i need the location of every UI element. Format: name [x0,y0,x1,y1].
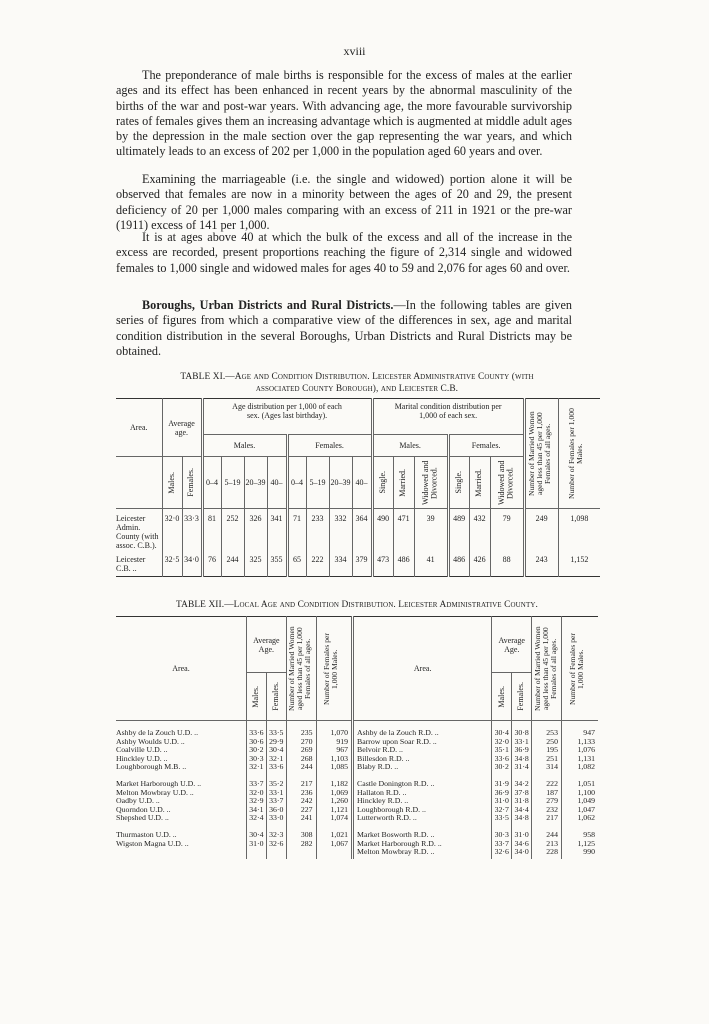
t11-header-marital-females: Females. [448,435,524,457]
cell-value: 222 [546,778,558,788]
cell-value: 33·5 [269,728,284,737]
area-name: Market Harborough U.D. .. [116,778,202,788]
cell-value: 326 [244,509,267,551]
area-name: Hallaton R.D. .. [357,787,407,797]
paragraph-3-text: It is at ages above 40 at which the bulk of the excess and all of the increase in the excess are recorded, present proportions reaching the figure of 2,314 single and widowed females to 1,000 single and widowed males for ages 40 to 59 and 2,076 for ages 60 and over. [116,230,572,275]
area-name: Belvoir R.D. .. [357,745,403,755]
cell-value: 33·1 [269,787,284,797]
cell-value: 33·6 [249,728,264,737]
cell-value: 252 [221,509,244,551]
t12-header-females-per-left: Number of Females per 1,000 Males. [316,617,352,721]
cell-value: 486 [393,550,414,576]
t11-header-females: Females. [287,435,372,457]
cell-value: 1,131 [577,753,595,763]
cell-value: 1,082 [577,762,595,772]
cell-value: 1,152 [558,550,600,576]
cell-value: 195 [546,745,558,755]
cell-value: 268 [300,753,313,763]
cell-value: 355 [267,550,287,576]
cell-value: 270 [300,736,313,746]
cell-value: 65 [287,550,306,576]
cell-value: 31·0 [514,829,529,839]
cell-value: 33·1 [514,736,529,746]
t12-col-males-right: Males. [492,673,512,721]
area-name: Blaby R.D. .. [357,762,399,772]
cell-value: 32·0 [249,787,264,797]
cell-value: 30·8 [514,728,529,737]
t11-header-average-age: Average age. [162,399,202,457]
cell-value: 33·7 [269,796,284,806]
cell-value: 489 [448,509,469,551]
value-list [246,825,266,859]
area-name: Lutterworth R.D. .. [357,813,417,823]
cell-value: 32·6 [494,847,509,857]
value-list [316,774,352,825]
table-row [116,509,600,551]
cell-value: 947 [583,728,595,737]
cell-value: 39 [414,509,448,551]
cell-value: 32·3 [269,829,284,839]
cell-value: 1,182 [330,778,349,788]
cell-value: 29·9 [269,736,284,746]
t11-header-married-women: Number of Married Women aged less than 45 per 1,000 Females of all ages. [524,399,558,509]
value-list [286,774,316,825]
t11-col-m-5-19: 5–19 [221,457,244,509]
t11-col-m-married: Married. [393,457,414,509]
cell-value: 33·6 [494,753,509,763]
cell-value: 30·2 [494,762,509,772]
area-name: Coalville U.D. .. [116,745,168,755]
cell-value: 30·4 [249,829,264,839]
cell-value: 71 [287,509,306,551]
t11-header-marital-males: Males. [372,435,448,457]
boroughs-text: —In the following tables are given series of figures from which a comparative view of the differences in sex, age and marital condition distribution in the several Boroughs, Urban Districts and Rural Districts may be obtained. [116,298,572,358]
t11-col-m-widowed: Widowed and Divorced. [414,457,448,509]
cell-value: 233 [306,509,329,551]
area-name: Market Bosworth R.D. .. [357,829,435,839]
t11-col-f-married: Married. [469,457,490,509]
cell-value: 253 [546,728,558,737]
cell-value: 308 [300,829,313,839]
cell-value: 32·5 [162,550,182,576]
t12-header-females-per-right: Number of Females per 1,000 Males. [561,617,598,721]
cell-value: 919 [336,736,349,746]
cell-value: 251 [546,753,558,763]
cell-value: 1,098 [558,509,600,551]
area-name: Quorndon U.D. .. [116,804,171,814]
page-number: xviii [343,44,366,58]
cell-value: 473 [372,550,393,576]
cell-value: 334 [329,550,352,576]
cell-value: 32·0 [162,509,182,551]
cell-value: 88 [490,550,524,576]
cell-value: 32·7 [494,804,509,814]
value-list [246,774,266,825]
value-list [286,721,316,774]
cell-value: 36·9 [514,745,529,755]
cell-value: 217 [300,778,313,788]
table-row-group [116,774,598,825]
t11-col-avg-males: Males. [162,457,182,509]
paragraph-3 [116,230,572,276]
value-list [266,721,286,774]
t12-col-females-right: Females. [512,673,532,721]
area-list [353,825,492,859]
cell-value: 187 [546,787,558,797]
paragraph-1 [116,68,572,160]
cell-value: 81 [202,509,221,551]
cell-value: 33·3 [182,509,202,551]
value-list [492,825,512,859]
cell-value: 30·3 [249,753,264,763]
table12-caption: TABLE XII.—Local Age and Condition Distribution. Leicester Administrative County. [176,600,538,610]
cell-value: 1,051 [577,778,595,788]
t11-header-age-distribution: Age distribution per 1,000 of each sex. (Ages last birthday). [202,399,372,435]
cell-value: 1,021 [330,829,349,839]
cell-value: 250 [546,736,558,746]
t12-col-females-left: Females. [266,673,286,721]
area-name: Hinckley R.D. .. [357,796,409,806]
cell-value: 31·4 [514,762,529,772]
cell-value: 244 [546,829,558,839]
cell-value: 325 [244,550,267,576]
cell-value: 32·0 [494,736,509,746]
table-row-group [116,825,598,859]
value-list [316,721,352,774]
t12-header-married-women-left: Number of Married Women aged less than 45 per 1,000 Females of all ages. [286,617,316,721]
cell-value: 432 [469,509,490,551]
cell-value: 34·8 [514,813,529,823]
t11-header-area: Area. [116,399,162,457]
area-name: Ashby de la Zouch R.D. .. [357,728,439,737]
cell-value: 1,100 [577,787,595,797]
cell-value: 244 [300,762,313,772]
t11-col-m-20-39: 20–39 [244,457,267,509]
cell-value: 486 [448,550,469,576]
cell-value: 471 [393,509,414,551]
area-name: Billesdon R.D. .. [357,753,410,763]
cell-value: 34·6 [514,838,529,848]
table-local-age-condition [116,616,598,859]
cell-value: 1,103 [330,753,349,763]
cell-value: 341 [267,509,287,551]
area-name: Barrow upon Soar R.D. .. [357,736,437,746]
cell-value: 1,260 [330,796,349,806]
cell-value: 967 [336,745,349,755]
paragraph-1-text: The preponderance of male births is responsible for the excess of males at the earlier ages and its effect has been enhanced in recent years by the abnormal masculinity of the births of the war and post-war years. With advancing age, the more favourable survivorship rates of females gives them an increasing advantage which is augmented at middle adult ages by the depression in the male section over the gap representing the war years, and which ultimately leads to an excess of 202 per 1,000 in the population aged 60 years and over. [116,68,572,159]
value-list [512,825,532,859]
value-list [512,721,532,774]
cell-value: 34·1 [249,804,264,814]
t11-col-m-0-4: 0–4 [202,457,221,509]
cell-value: 314 [546,762,558,772]
area-name: Wigston Magna U.D. .. [116,838,189,848]
value-list [561,721,598,774]
cell-value: 32·9 [249,796,264,806]
value-list [492,721,512,774]
cell-value: 34·8 [514,753,529,763]
cell-value: 33·5 [494,813,509,823]
value-list [246,721,266,774]
cell-value: 34·0 [182,550,202,576]
cell-value: 244 [221,550,244,576]
area-list [116,825,246,859]
area-name: Thurmaston U.D. .. [116,829,177,839]
area-name: Castle Donington R.D. .. [357,778,435,788]
cell-value: 31·9 [494,778,509,788]
t12-header-area-right: Area. [353,617,492,721]
table11-caption-line1: TABLE XI.—Age and Condition Distribution. Leicester Administrative County (with [180,372,534,382]
value-list [492,774,512,825]
cell-value: 79 [490,509,524,551]
area-name: Loughborough M.B. .. [116,762,187,772]
value-list [286,825,316,859]
area-list [116,774,246,825]
area-name: Oadby U.D. .. [116,796,160,806]
cell-value: 1,062 [577,813,595,823]
area-name: Loughborough R.D. .. [357,804,426,814]
cell-value: 1,074 [330,813,349,823]
row-area-label: Leicester C.B. .. [116,555,146,573]
cell-value: 232 [546,804,558,814]
cell-value: 1,049 [577,796,595,806]
cell-value: 31·0 [494,796,509,806]
table-row-group [116,721,598,774]
cell-value: 35·1 [494,745,509,755]
paragraph-2-text: Examining the marriageable (i.e. the single and widowed) portion alone it will be observed that females are now in a minority between the ages of 20 and 29, the present deficiency of 20 per 1,000 males comparing with an excess of 211 in 1921 or the pre-war (1911) excess of 141 per 1,000. [116,172,572,232]
paragraph-2 [116,172,572,233]
cell-value: 236 [300,787,313,797]
cell-value: 227 [300,804,313,814]
cell-value: 32·6 [269,838,284,848]
value-list [561,825,598,859]
t11-col-f-widowed: Widowed and Divorced. [490,457,524,509]
cell-value: 1,125 [577,838,595,848]
cell-value: 426 [469,550,490,576]
value-list [561,774,598,825]
cell-value: 1,133 [577,736,595,746]
area-name: Shepshed U.D. .. [116,813,169,823]
cell-value: 222 [306,550,329,576]
t11-header-females-per-males: Number of Females per 1,000 Males. [558,399,600,509]
cell-value: 1,047 [577,804,595,814]
cell-value: 379 [352,550,372,576]
t11-col-f-5-19: 5–19 [306,457,329,509]
cell-value: 282 [300,838,313,848]
cell-value: 30·2 [249,745,264,755]
value-list [266,774,286,825]
cell-value: 41 [414,550,448,576]
cell-value: 30·4 [269,745,284,755]
area-name: Market Harborough R.D. .. [357,838,442,848]
cell-value: 228 [546,847,558,857]
boroughs-heading: Boroughs, Urban Districts and Rural Districts. [142,298,394,312]
cell-value: 36·9 [494,787,509,797]
value-list [316,825,352,859]
t12-header-average-age-left: Average Age. [246,617,286,673]
t11-header-marital-condition: Marital condition distribution per 1,000 of each sex. [372,399,524,435]
cell-value: 1,069 [330,787,349,797]
area-list [353,774,492,825]
t11-col-m-40: 40– [267,457,287,509]
cell-value: 269 [300,745,313,755]
t12-header-area-left: Area. [116,617,246,721]
table-age-condition-distribution [116,398,600,577]
cell-value: 34·0 [514,847,529,857]
cell-value: 241 [300,813,313,823]
cell-value: 30·3 [494,829,509,839]
cell-value: 243 [524,550,558,576]
cell-value: 1,070 [330,728,349,737]
value-list [266,825,286,859]
cell-value: 235 [300,728,313,737]
area-list [353,721,492,774]
cell-value: 34·4 [514,804,529,814]
cell-value: 958 [583,829,595,839]
value-list [512,774,532,825]
paragraph-boroughs [116,298,572,359]
area-list [116,721,246,774]
cell-value: 1,121 [330,804,349,814]
t12-col-males-left: Males. [246,673,266,721]
cell-value: 490 [372,509,393,551]
cell-value: 31·0 [249,838,264,848]
area-name: Melton Mowbray R.D. .. [357,847,435,857]
table-row [116,550,600,576]
t11-col-avg-females: Females. [182,457,202,509]
cell-value: 30·4 [494,728,509,737]
cell-value: 76 [202,550,221,576]
cell-value: 1,076 [577,745,595,755]
area-name: Melton Mowbray U.D. .. [116,787,194,797]
value-list [532,825,562,859]
cell-value: 364 [352,509,372,551]
t11-col-f-single: Single. [448,457,469,509]
area-name: Ashby de la Zouch U.D. .. [116,728,199,737]
t12-header-average-age-right: Average Age. [492,617,532,673]
cell-value: 34·2 [514,778,529,788]
cell-value: 213 [546,838,558,848]
t12-header-married-women-right: Number of Married Women aged less than 45 per 1,000 Females of all ages. [532,617,562,721]
cell-value: 1,067 [330,838,349,848]
cell-value: 30·6 [249,736,264,746]
cell-value: 33·7 [494,838,509,848]
cell-value: 36·0 [269,804,284,814]
cell-value: 1,085 [330,762,349,772]
t11-col-f-0-4: 0–4 [287,457,306,509]
row-area-label: Leicester Admin. County (with assoc. C.B.). [116,514,159,550]
area-name: Ashby Woulds U.D. .. [116,736,185,746]
t11-col-f-40: 40– [352,457,372,509]
cell-value: 33·6 [269,762,284,772]
cell-value: 279 [546,796,558,806]
cell-value: 33·0 [269,813,284,823]
cell-value: 31·8 [514,796,529,806]
t11-col-m-single: Single. [372,457,393,509]
area-name: Hinckley U.D. .. [116,753,168,763]
cell-value: 332 [329,509,352,551]
cell-value: 32·1 [269,753,284,763]
cell-value: 217 [546,813,558,823]
cell-value: 32·1 [249,762,264,772]
cell-value: 33·7 [249,778,264,788]
cell-value: 242 [300,796,313,806]
value-list [532,721,562,774]
t11-header-males: Males. [202,435,287,457]
cell-value: 990 [583,847,595,857]
table11-caption-line2: associated County Borough), and Leicester C.B. [255,384,459,394]
cell-value: 32·4 [249,813,264,823]
cell-value: 249 [524,509,558,551]
cell-value: 37·8 [514,787,529,797]
t11-col-f-20-39: 20–39 [329,457,352,509]
value-list [532,774,562,825]
cell-value: 35·2 [269,778,284,788]
